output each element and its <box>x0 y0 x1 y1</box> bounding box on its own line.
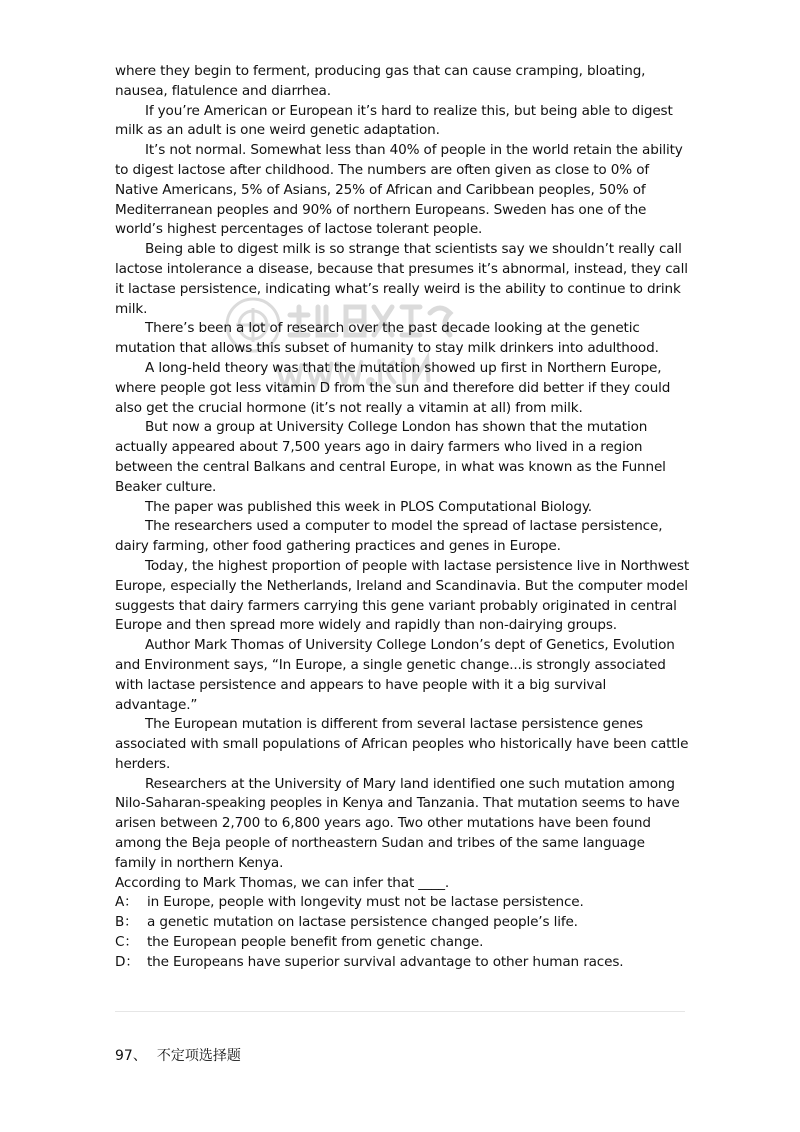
answer-options <box>115 893 690 972</box>
paragraph: The paper was published this week in PLOS Computational Biology. <box>145 498 592 515</box>
option-letter: D： <box>115 953 139 970</box>
question-number: 97、 <box>115 1048 147 1064</box>
paragraph: If you’re American or European it’s hard to realize this, but being able to digest milk as an adult is one weird genetic adaptation. <box>115 102 673 139</box>
paragraph: The researchers used a computer to model the spread of lactase persistence, dairy farming, other food gathering practices and genes in Europe. <box>115 518 663 555</box>
paragraph: Being able to digest milk is so strange that scientists say we shouldn’t really call lactose intolerance a disease, because that presumes it’s abnormal, instead, they call it lactase persistence, indicating what’s really weird is the ability to continue to drink milk. <box>115 241 688 317</box>
section-divider <box>115 1011 685 1012</box>
option-letter: B： <box>115 914 138 931</box>
option-text: the Europeans have superior survival advantage to other human races. <box>147 953 624 970</box>
option-text: the European people benefit from genetic change. <box>147 934 484 951</box>
next-question-header <box>115 1046 241 1066</box>
option-letter: C： <box>115 934 138 951</box>
answer-option-b[interactable] <box>115 913 690 933</box>
paragraph: But now a group at University College London has shown that the mutation actually appeared about 7,500 years ago in dairy farmers who lived in a region between the central Balkans and central Europe, in what was known as the Funnel Beaker culture. <box>115 419 666 495</box>
answer-option-d[interactable] <box>115 953 690 973</box>
paragraph: where they begin to ferment, producing gas that can cause cramping, bloating, nausea, flatulence and diarrhea. <box>115 63 646 99</box>
paragraph: Author Mark Thomas of University College London’s dept of Genetics, Evolution and Environment says, “In Europe, a single genetic change...is strongly associated with lactase persistence and appears to have people with it a big survival advantage.” <box>115 637 675 713</box>
article-text <box>115 62 690 874</box>
paragraph: There’s been a lot of research over the past decade looking at the genetic mutation that allows this subset of humanity to stay milk drinkers into adulthood. <box>115 320 659 357</box>
paragraph: It’s not normal. Somewhat less than 40% of people in the world retain the ability to digest lactose after childhood. The numbers are often given as close to 0% of Native Americans, 5% of Asians, 25% of African and Caribbean peoples, 50% of Mediterranean peoples and 90% of northern Europeans. Sweden has one of the world’s highest percentages of lactose tolerant people. <box>115 142 683 238</box>
question-stem: According to Mark Thomas, we can infer that ____. <box>115 874 450 891</box>
paragraph: The European mutation is different from several lactase persistence genes associated with small populations of African peoples who historically have been cattle herders. <box>115 716 689 772</box>
answer-option-a[interactable] <box>115 893 690 913</box>
answer-option-c[interactable] <box>115 933 690 953</box>
question-block <box>115 874 690 973</box>
option-text: in Europe, people with longevity must not be lactase persistence. <box>147 894 584 911</box>
paragraph: A long-held theory was that the mutation showed up first in Northern Europe, where people got less vitamin D from the sun and therefore did better if they could also get the crucial hormone (it’s not really a vitamin at all) from milk. <box>115 359 671 416</box>
question-type-label: 不定项选择题 <box>156 1048 241 1064</box>
paragraph: Researchers at the University of Mary land identified one such mutation among Nilo-Saharan-speaking peoples in Kenya and Tanzania. That mutation seems to have arisen between 2,700 to 6,800 years ago. Two other mutations have been found among the Beja people of northeastern Sudan and tribes of the same language family in northern Kenya. <box>115 775 680 871</box>
option-letter: A： <box>115 894 138 911</box>
document-body <box>115 62 690 973</box>
paragraph: Today, the highest proportion of people with lactase persistence live in Northwest Europe, especially the Netherlands, Ireland and Scandinavia. But the computer model suggests that dairy farmers carrying this gene variant probably originated in central Europe and then spread more widely and rapidly than non-dairying groups. <box>115 557 690 634</box>
option-text: a genetic mutation on lactase persistence changed people’s life. <box>147 914 578 931</box>
